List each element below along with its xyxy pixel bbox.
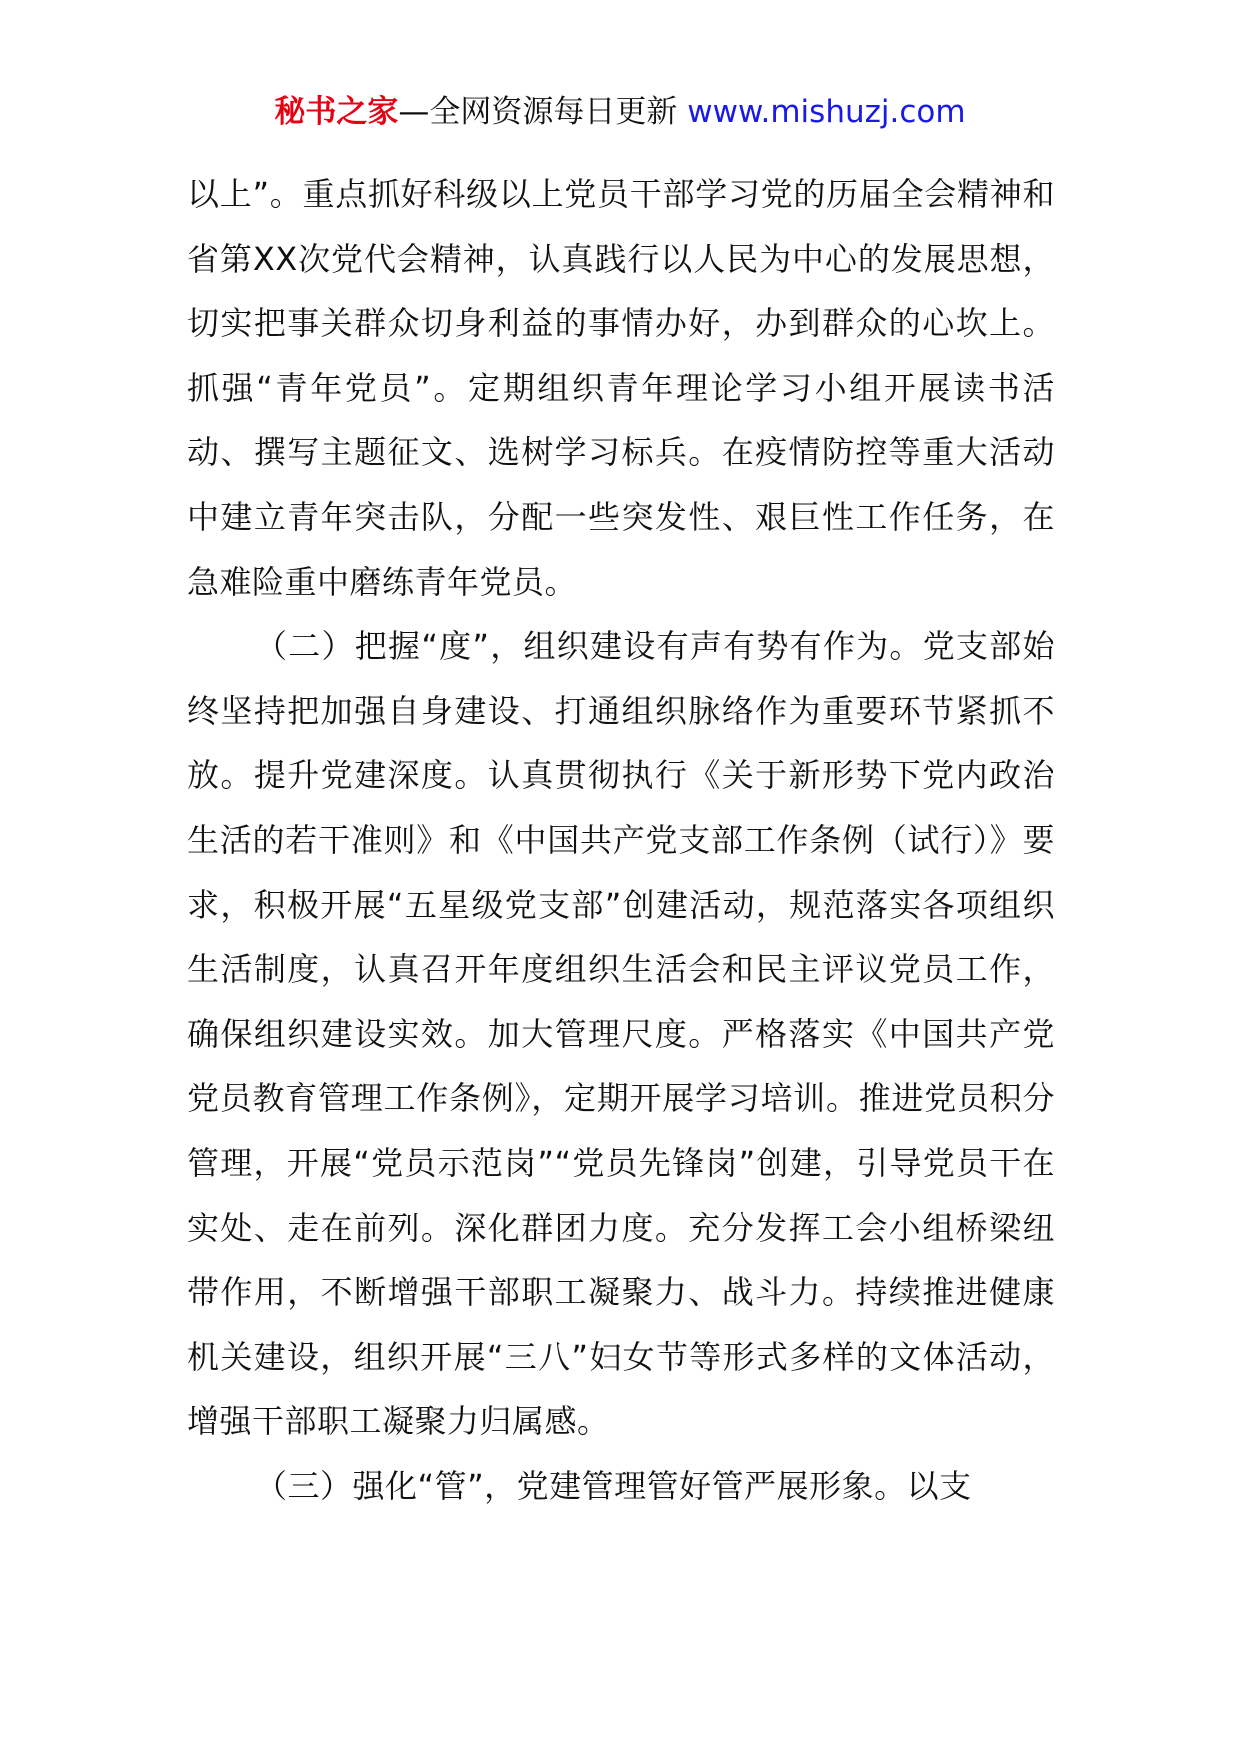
header-tagline: —全网资源每日更新 — [398, 94, 688, 130]
brand-name: 秘书之家 — [274, 94, 399, 130]
document-body — [187, 162, 1055, 1518]
paragraph-section-two: （二）把握“度”，组织建设有声有势有作为。党支部始终坚持把加强自身建设、打通组织脉络作为重要环节紧抓不放。提升党建深度。认真贯彻执行《关于新形势下党内政治生活的若干准则》和《中国共产党支部工作条例（试行）》要求，积极开展“五星级党支部”创建活动，规范落实各项组织生活制度，认真召开年度组织生活会和民主评议党员工作，确保组织建设实效。加大管理尺度。严格落实《中国共产党党员教育管理工作条例》，定期开展学习培训。推进党员积分管理，开展“党员示范岗”“党员先锋岗”创建，引导党员干在实处、走在前列。深化群团力度。充分发挥工会小组桥梁纽带作用，不断增强干部职工凝聚力、战斗力。持续推进健康机关建设，组织开展“三八”妇女节等形式多样的文体活动，增强干部职工凝聚力归属感。 — [187, 627, 1055, 1441]
site-url-link[interactable]: www.mishuzj.com — [687, 94, 966, 130]
paragraph-continuation: 以上”。重点抓好科级以上党员干部学习党的历届全会精神和省第XX次党代会精神，认真践行以人民为中心的发展思想，切实把事关群众切身利益的事情办好，办到群众的心坎上。抓强“青年党员”。定期组织青年理论学习小组开展读书活动、撰写主题征文、选树学习标兵。在疫情防控等重大活动中建立青年突击队，分配一些突发性、艰巨性工作任务，在急难险重中磨练青年党员。 — [187, 175, 1055, 601]
paragraph-section-three: （三）强化“管”，党建管理管好管严展形象。以支 — [255, 1466, 972, 1505]
site-header — [0, 92, 1240, 132]
